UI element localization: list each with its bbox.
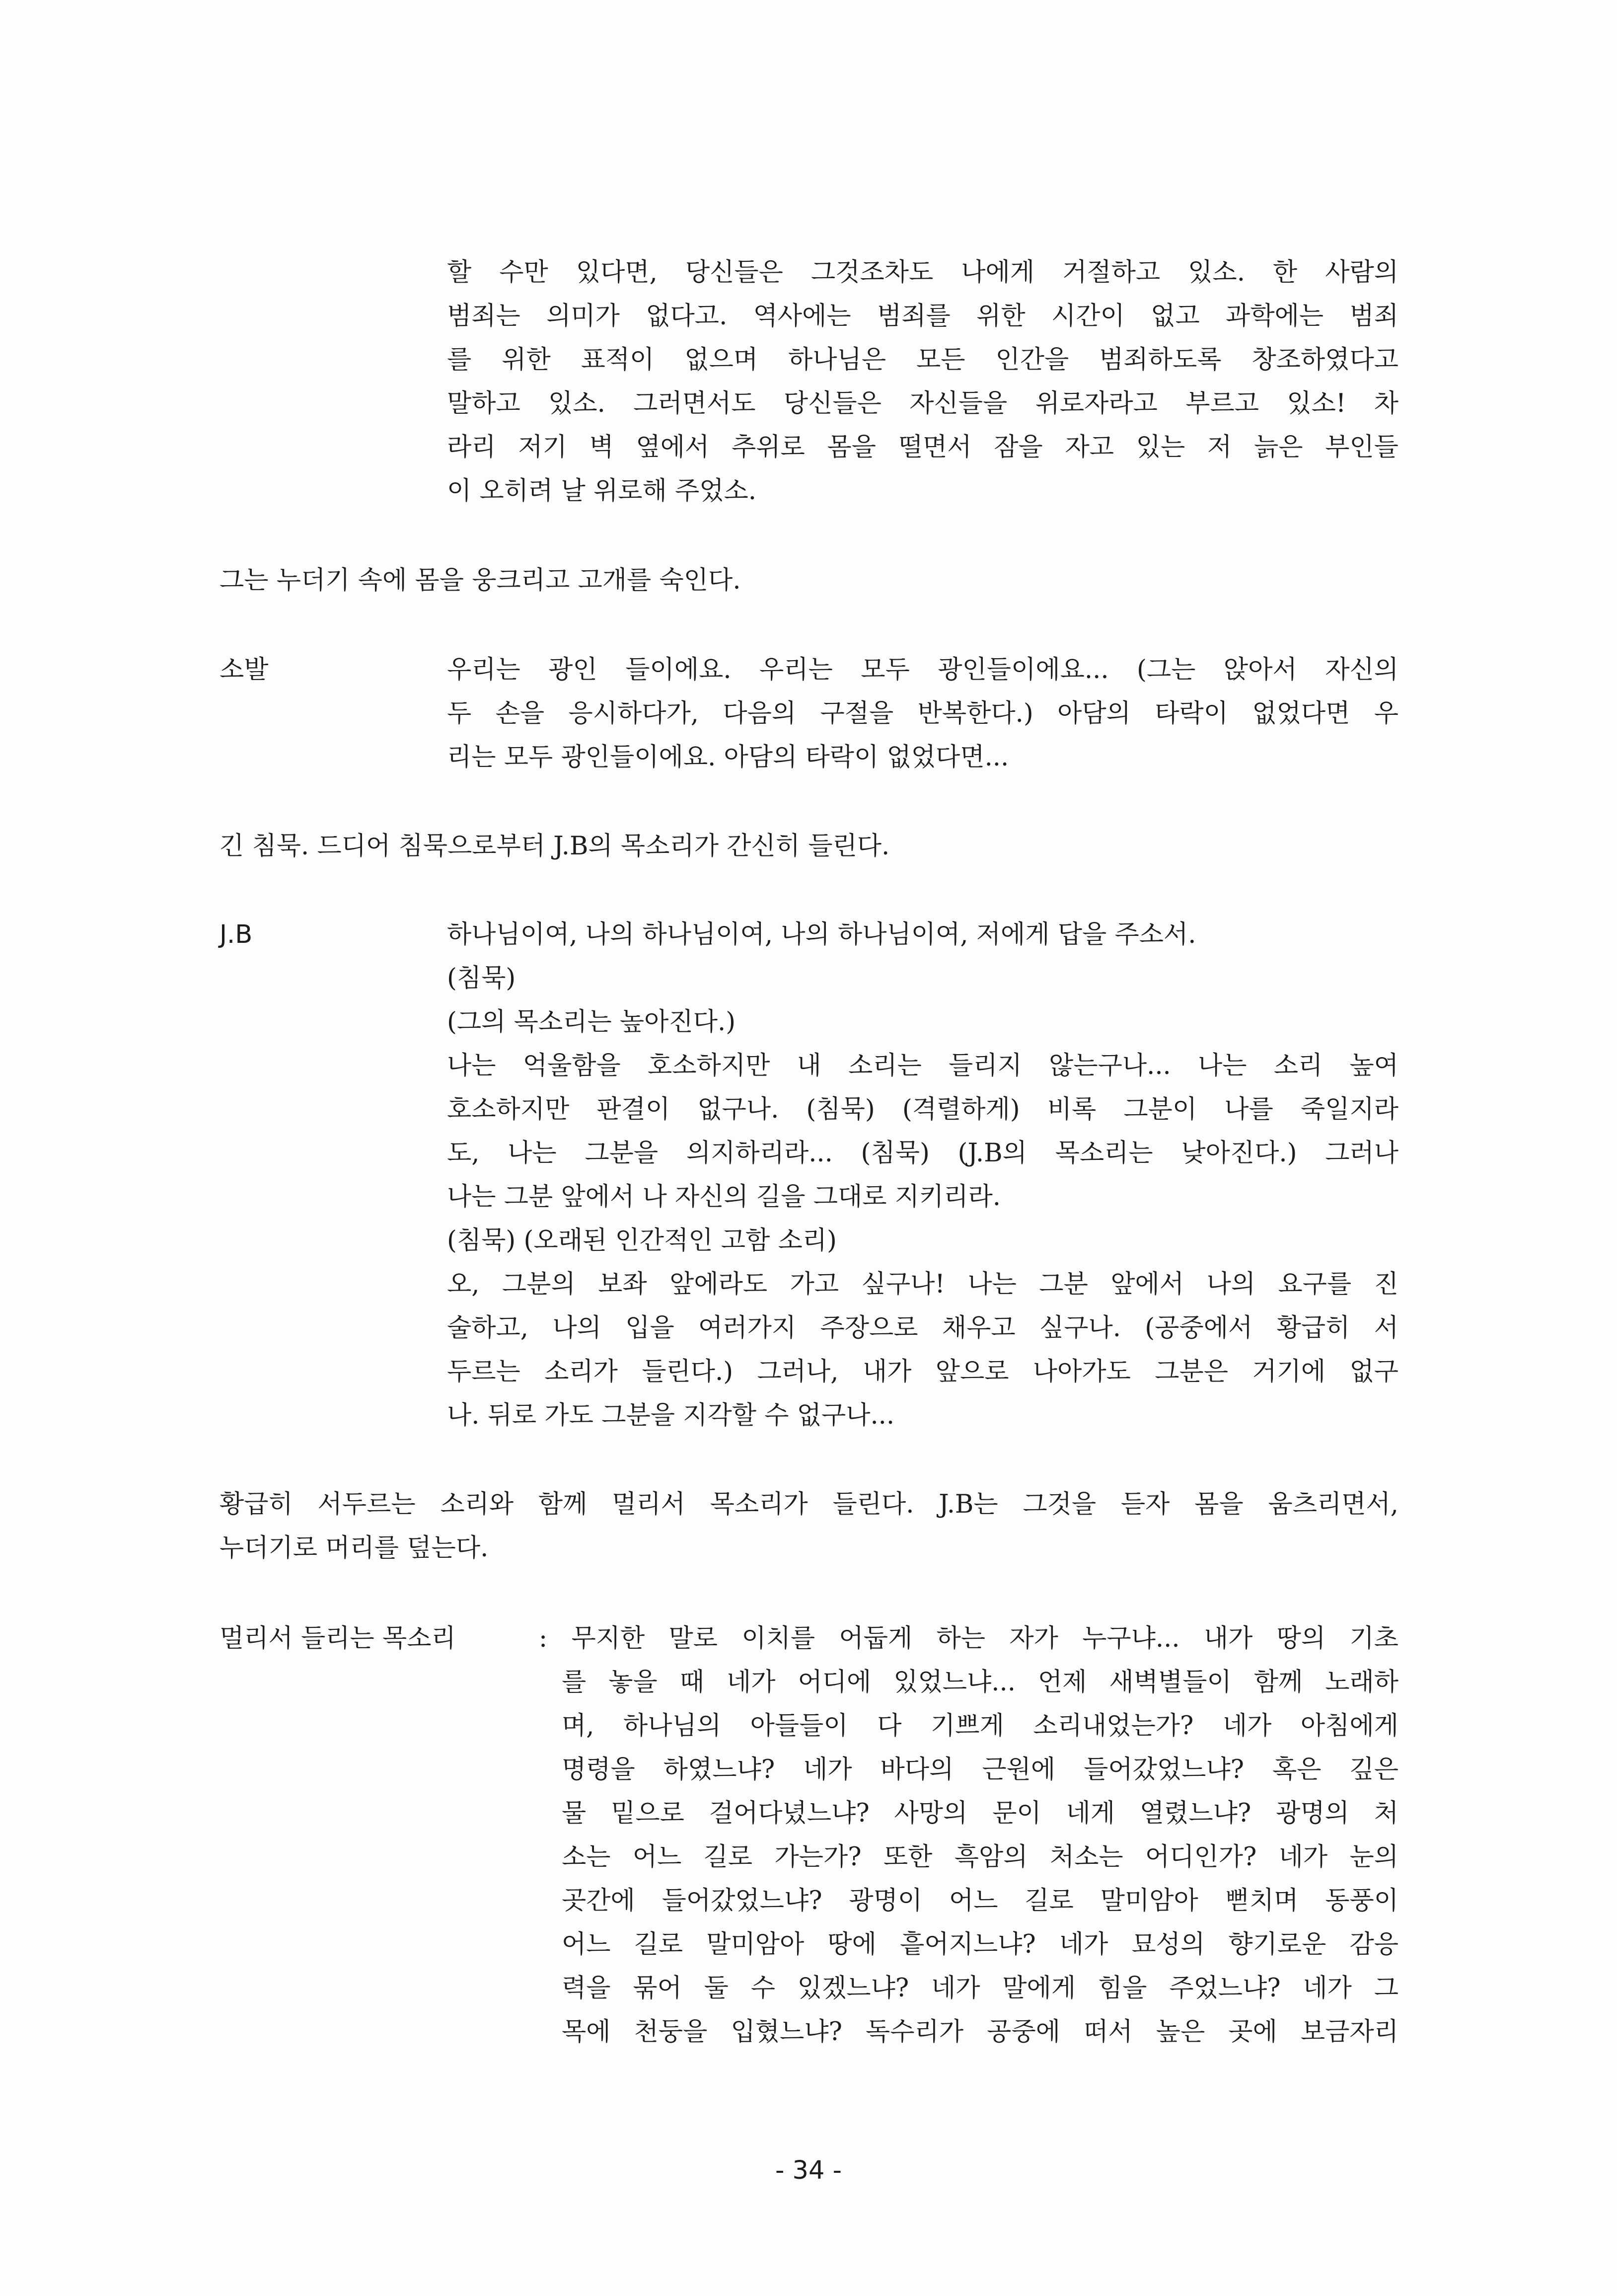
speaker-name: 소발 (220, 655, 269, 685)
page-number: - 34 - (775, 2156, 842, 2185)
text-line: 범죄는 의미가 없다고. 역사에는 범죄를 위한 시간이 없고 과학에는 범죄 (447, 302, 1398, 331)
stage-direction (220, 825, 1398, 868)
text-line: 누더기로 머리를 덮는다. (220, 1533, 489, 1563)
text-line: 도, 나는 그분을 의지하리라... (침묵) (J.B의 목소리는 낮아진다.) 그러나 (447, 1139, 1398, 1168)
speech-continued (447, 251, 1398, 513)
text-line: 황급히 서두르는 소리와 함께 멀리서 목소리가 들린다. J.B는 그것을 듣자 몸을 움츠리면서, (220, 1490, 1398, 1519)
stage-direction (220, 559, 1398, 603)
text-line: 곳간에 들어갔었느냐? 광명이 어느 길로 말미암아 뻗치며 동풍이 (562, 1886, 1398, 1915)
text-line: 를 놓을 때 네가 어디에 있었느냐... 언제 새벽별들이 함께 노래하 (562, 1668, 1398, 1697)
text-line: 오, 그분의 보좌 앞에라도 가고 싶구나! 나는 그분 앞에서 나의 요구를 진 (447, 1270, 1398, 1299)
text-line: (침묵) (447, 964, 516, 993)
text-line: 라리 저기 벽 옆에서 추위로 몸을 떨면서 잠을 자고 있는 저 늙은 부인들 (447, 433, 1398, 462)
text-line: 술하고, 나의 입을 여러가지 주장으로 채우고 싶구나. (공중에서 황급히 서 (447, 1313, 1398, 1343)
text-line: 며, 하나님의 아들들이 다 기쁘게 소리내었는가? 네가 아침에게 (562, 1711, 1398, 1741)
text-line: 이 오히려 날 위로해 주었소. (447, 476, 756, 506)
text-line: 나는 억울함을 호소하지만 내 소리는 들리지 않는구나... 나는 소리 높여 (447, 1051, 1398, 1080)
speaker-name: 멀리서 들리는 목소리 (220, 1624, 456, 1653)
text-line: 두 손을 응시하다가, 다음의 구절을 반복한다.) 아담의 타락이 없었다면 우 (447, 699, 1398, 728)
text-line: 호소하지만 판결이 없구나. (침묵) (격렬하게) 비록 그분이 나를 죽일지라 (447, 1095, 1398, 1124)
text-line: 우리는 광인 들이에요. 우리는 모두 광인들이에요... (그는 앉아서 자신의 (447, 655, 1398, 685)
text-line: 명령을 하였느냐? 네가 바다의 근원에 들어갔었느냐? 혹은 깊은 (562, 1755, 1398, 1784)
text-line: 나. 뒤로 가도 그분을 지각할 수 없구나... (447, 1401, 895, 1430)
text-line: (그의 목소리는 높아진다.) (447, 1007, 736, 1037)
text-line: 나는 그분 앞에서 나 자신의 길을 그대로 지키리라. (447, 1182, 1001, 1212)
text-line: 하나님이여, 나의 하나님이여, 나의 하나님이여, 저에게 답을 주소서. (447, 920, 1196, 949)
text-line: (침묵) (오래된 인간적인 고함 소리) (447, 1226, 837, 1255)
text-line: 그는 누더기 속에 몸을 웅크리고 고개를 숙인다. (220, 566, 741, 595)
stage-direction (220, 1483, 1398, 1570)
text-line: 어느 길로 말미암아 땅에 흩어지느냐? 네가 묘성의 향기로운 감응 (562, 1930, 1398, 1959)
text-line: : 무지한 말로 이치를 어둡게 하는 자가 누구냐... 내가 땅의 기초 (539, 1624, 1398, 1653)
text-line: 두르는 소리가 들린다.) 그러나, 내가 앞으로 나아가도 그분은 거기에 없구 (447, 1357, 1398, 1386)
text-line: 말하고 있소. 그러면서도 당신들은 자신들을 위로자라고 부르고 있소! 차 (447, 389, 1398, 418)
speech-far-voice (539, 1617, 1398, 2054)
text-line: 할 수만 있다면, 당신들은 그것조차도 나에게 거절하고 있소. 한 사람의 (447, 258, 1398, 287)
text-line: 긴 침묵. 드디어 침묵으로부터 J.B의 목소리가 간신히 들린다. (220, 832, 890, 861)
text-line: 소는 어느 길로 가는가? 또한 흑암의 처소는 어디인가? 네가 눈의 (562, 1842, 1398, 1872)
speech-sobal (447, 648, 1398, 779)
speech-jb (447, 913, 1398, 1438)
text-line: 를 위한 표적이 없으며 하나님은 모든 인간을 범죄하도록 창조하였다고 (447, 345, 1398, 375)
text-line: 물 밑으로 걸어다녔느냐? 사망의 문이 네게 열렸느냐? 광명의 처 (562, 1799, 1398, 1828)
text-line: 목에 천둥을 입혔느냐? 독수리가 공중에 떠서 높은 곳에 보금자리 (562, 2017, 1398, 2047)
text-line: 력을 묶어 둘 수 있겠느냐? 네가 말에게 힘을 주었느냐? 네가 그 (562, 1974, 1398, 2003)
text-line: 리는 모두 광인들이에요. 아담의 타락이 없었다면... (447, 743, 1009, 772)
speaker-name: J.B (220, 920, 253, 949)
